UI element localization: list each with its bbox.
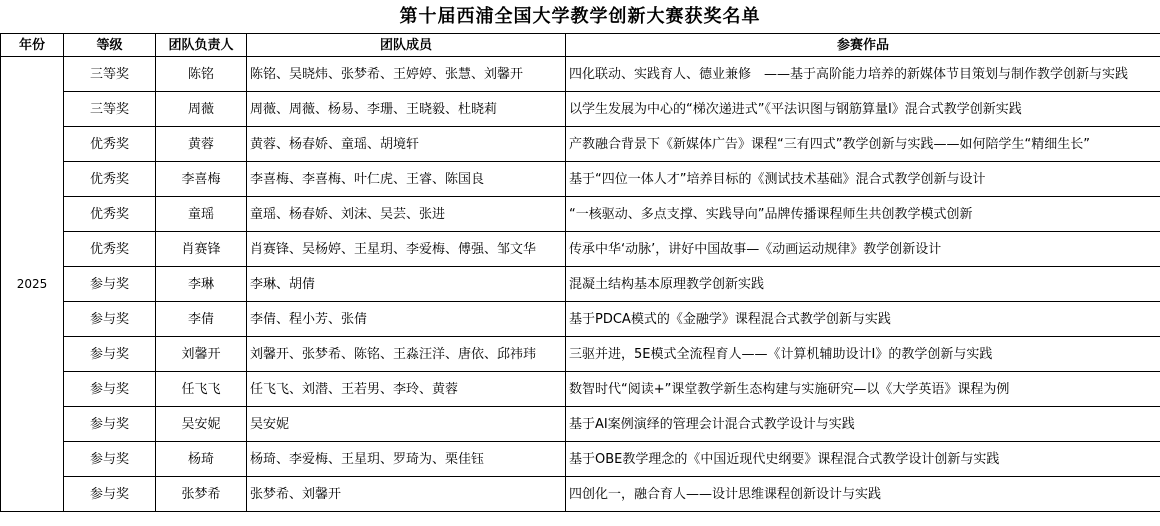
leader-cell: 吴安妮 [156, 407, 247, 442]
members-cell: 杨琦、李爱梅、王星玥、罗琦为、栗佳钰 [247, 442, 566, 477]
work-cell: 传承中华‘动脉’，讲好中国故事—《动画运动规律》教学创新设计 [566, 232, 1160, 267]
members-cell: 周薇、周薇、杨易、李珊、王晓毅、杜晓莉 [247, 92, 566, 127]
work-cell: 基于AI案例演绎的管理会计混合式教学设计与实践 [566, 407, 1160, 442]
year-cell: 2025 [1, 57, 64, 512]
leader-cell: 张梦希 [156, 477, 247, 512]
table-row [1, 92, 1160, 127]
leader-cell: 童瑶 [156, 197, 247, 232]
work-cell: “一核驱动、多点支撑、实践导向”品牌传播课程师生共创教学模式创新 [566, 197, 1160, 232]
work-cell: 基于PDCA模式的《金融学》课程混合式教学创新与实践 [566, 302, 1160, 337]
header-leader: 团队负责人 [156, 34, 247, 57]
table-row [1, 477, 1160, 512]
members-cell: 黄蓉、杨春娇、童瑶、胡境轩 [247, 127, 566, 162]
work-cell: 三驱并进，5E模式全流程育人——《计算机辅助设计I》的教学创新与实践 [566, 337, 1160, 372]
members-cell: 李喜梅、李喜梅、叶仁虎、王睿、陈国良 [247, 162, 566, 197]
header-work: 参赛作品 [566, 34, 1160, 57]
work-cell: 混凝土结构基本原理教学创新实践 [566, 267, 1160, 302]
members-cell: 张梦希、刘馨开 [247, 477, 566, 512]
table-row [1, 232, 1160, 267]
level-cell: 参与奖 [64, 407, 156, 442]
level-cell: 优秀奖 [64, 127, 156, 162]
level-cell: 优秀奖 [64, 197, 156, 232]
leader-cell: 周薇 [156, 92, 247, 127]
leader-cell: 李喜梅 [156, 162, 247, 197]
leader-cell: 黄蓉 [156, 127, 247, 162]
leader-cell: 任飞飞 [156, 372, 247, 407]
leader-cell: 刘馨开 [156, 337, 247, 372]
level-cell: 三等奖 [64, 92, 156, 127]
members-cell: 吴安妮 [247, 407, 566, 442]
members-cell: 李倩、程小芳、张倩 [247, 302, 566, 337]
members-cell: 童瑶、杨春娇、刘沫、吴芸、张进 [247, 197, 566, 232]
leader-cell: 李琳 [156, 267, 247, 302]
members-cell: 李琳、胡倩 [247, 267, 566, 302]
table-row [1, 302, 1160, 337]
table-row [1, 57, 1160, 92]
page-title: 第十届西浦全国大学教学创新大赛获奖名单 [399, 6, 761, 27]
table-header-row [1, 34, 1160, 57]
table-row [1, 442, 1160, 477]
level-cell: 参与奖 [64, 372, 156, 407]
table-row [1, 337, 1160, 372]
level-cell: 优秀奖 [64, 232, 156, 267]
members-cell: 任飞飞、刘潜、王若男、李玲、黄蓉 [247, 372, 566, 407]
level-cell: 参与奖 [64, 442, 156, 477]
table-body [1, 57, 1160, 512]
awards-table [0, 33, 1160, 512]
table-row [1, 197, 1160, 232]
work-cell: 产教融合背景下《新媒体广告》课程“三有四式”教学创新与实践——如何陪学生“精细生长” [566, 127, 1160, 162]
level-cell: 参与奖 [64, 337, 156, 372]
table-row [1, 162, 1160, 197]
level-cell: 参与奖 [64, 302, 156, 337]
leader-cell: 陈铭 [156, 57, 247, 92]
leader-cell: 李倩 [156, 302, 247, 337]
leader-cell: 肖赛锋 [156, 232, 247, 267]
work-cell: 以学生发展为中心的“梯次递进式”《平法识图与钢筋算量Ⅰ》混合式教学创新实践 [566, 92, 1160, 127]
work-cell: 四创化一，融合育人——设计思维课程创新设计与实践 [566, 477, 1160, 512]
table-row [1, 407, 1160, 442]
work-cell: 四化联动、实践育人、德业兼修 ——基于高阶能力培养的新媒体节目策划与制作教学创新与实践 [566, 57, 1160, 92]
table-row [1, 372, 1160, 407]
work-cell: 基于OBE教学理念的《中国近现代史纲要》课程混合式教学设计创新与实践 [566, 442, 1160, 477]
table-row [1, 267, 1160, 302]
members-cell: 刘馨开、张梦希、陈铭、王淼汪洋、唐依、邱祎玮 [247, 337, 566, 372]
level-cell: 三等奖 [64, 57, 156, 92]
members-cell: 陈铭、吴晓炜、张梦希、王婷婷、张慧、刘馨开 [247, 57, 566, 92]
header-level: 等级 [64, 34, 156, 57]
level-cell: 参与奖 [64, 267, 156, 302]
header-year: 年份 [1, 34, 64, 57]
level-cell: 参与奖 [64, 477, 156, 512]
members-cell: 肖赛锋、吴杨婷、王星玥、李爱梅、傅强、邹文华 [247, 232, 566, 267]
level-cell: 优秀奖 [64, 162, 156, 197]
header-members: 团队成员 [247, 34, 566, 57]
work-cell: 数智时代“阅读+”课堂教学新生态构建与实施研究—以《大学英语》课程为例 [566, 372, 1160, 407]
leader-cell: 杨琦 [156, 442, 247, 477]
table-row [1, 127, 1160, 162]
work-cell: 基于“四位一体人才”培养目标的《测试技术基础》混合式教学创新与设计 [566, 162, 1160, 197]
